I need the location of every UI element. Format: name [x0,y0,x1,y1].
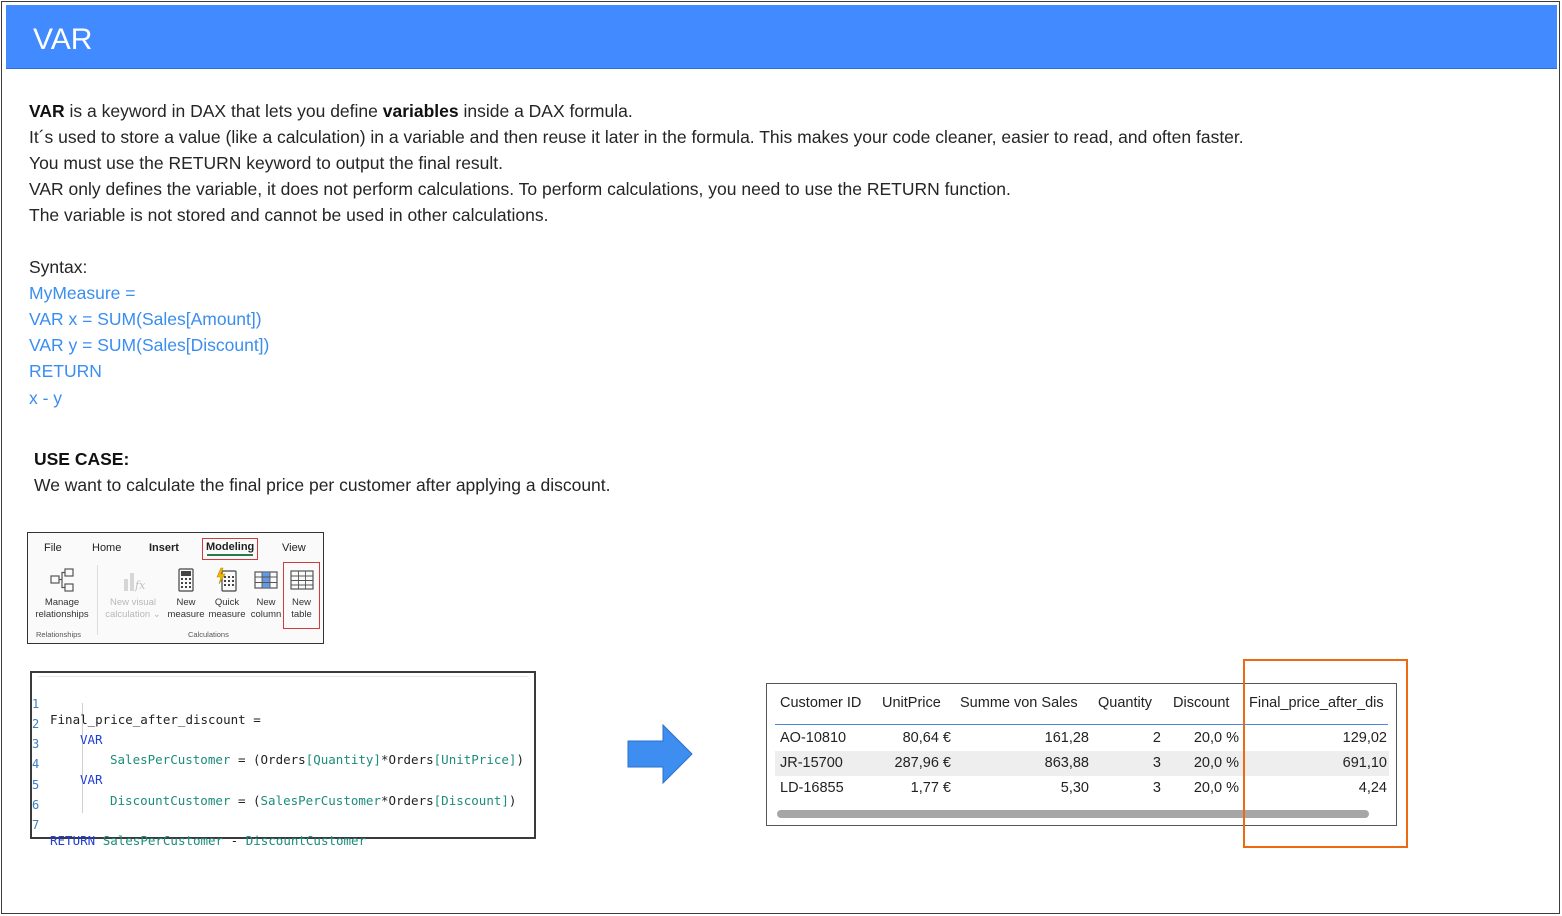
table-cell: 2 [1152,730,1161,746]
code-keyword: RETURN [50,833,96,848]
code-operator: = ( [230,793,261,808]
table-cell: 1,77 € [910,780,951,796]
group-label-relationships: Relationships [36,630,82,639]
visual-calculation-icon [120,567,146,593]
syntax-line: x - y [29,388,63,408]
syntax-line: MyMeasure = [29,283,136,303]
button-label: Manage [44,597,80,608]
column-header[interactable]: UnitPrice [882,695,941,711]
code-operator: * [380,752,389,767]
table-cell: 20,0 % [1193,780,1239,796]
button-label: New visual [110,597,156,608]
code-line-4 [32,742,103,787]
button-label: relationships [35,609,89,620]
code-table: Orders [388,752,434,767]
result-column-highlight [1243,659,1408,848]
ribbon-screenshot [27,532,324,644]
tab-view[interactable]: View [282,542,306,554]
code-operator: = ( [230,752,261,767]
button-label: measure [208,609,246,620]
column-header[interactable]: Summe von Sales [960,695,1078,711]
table-cell: 80,64 € [902,730,951,746]
svg-text:fx: fx [135,579,146,592]
code-keyword: VAR [80,732,103,747]
intro-line-2: It´s used to store a value (like a calculation) in a variable and then reuse it later in the formula. This makes your code cleaner, easier to read, and often faster. [29,127,1244,147]
right-arrow-icon [627,724,693,784]
line-number: 1 [32,697,40,711]
button-label: table [291,609,312,620]
table-cell: 129,02 [1342,730,1387,746]
new-column-button[interactable] [248,567,284,621]
dax-code-editor[interactable] [30,671,536,848]
tab-modeling[interactable] [202,538,258,560]
code-operator: * [380,793,389,808]
code-variable: DiscountCustomer [110,793,231,808]
code-variable: DiscountCustomer [245,833,367,848]
use-case-heading: USE CASE: [34,449,130,469]
code-variable: SalesPerCustomer [102,833,224,848]
button-label: New [256,597,276,608]
code-table: Orders [388,793,434,808]
code-operator: ) [516,752,524,767]
syntax-label: Syntax: [29,257,88,277]
code-variable: SalesPerCustomer [260,793,381,808]
tab-file[interactable]: File [44,542,62,554]
column-header[interactable]: Discount [1173,695,1230,711]
code-line-2 [32,702,103,747]
quick-measure-button[interactable] [206,567,248,621]
intro-line-4: VAR only defines the variable, it does not perform calculations. To perform calculations, you need to use the RETURN function. [29,179,1011,199]
table-cell: 287,96 € [894,755,951,771]
code-operator: - [223,833,246,848]
line-number: 3 [32,737,40,751]
syntax-line: RETURN [29,361,102,381]
editor-top-rule [38,676,528,677]
code-line-1 [32,682,261,727]
button-label: calculation ⌄ [105,609,161,620]
table-cell: 5,30 [1060,780,1089,796]
syntax-line: VAR y = SUM(Sales[Discount]) [29,335,270,355]
calculator-icon [173,567,199,593]
ribbon-divider [97,565,98,635]
code-text: Final_price_after_discount = [50,712,261,727]
table-cell: 161,28 [1044,730,1089,746]
column-icon [253,567,279,593]
manage-relationships-button[interactable] [32,567,92,621]
intro-line-1 [29,101,633,122]
table-cell: JR-15700 [780,755,843,771]
line-number: 4 [32,757,40,771]
intro-line-5: The variable is not stored and cannot be used in other calculations. [29,205,549,225]
code-table: Orders [260,752,306,767]
group-label-calculations: Calculations [188,630,229,639]
button-label: column [250,609,282,620]
code-field: [Quantity] [305,752,381,767]
intro-text: is a keyword in DAX that lets you define [64,101,383,121]
code-keyword: VAR [80,772,103,787]
intro-text: inside a DAX formula. [458,101,633,121]
relationships-icon [49,567,75,593]
intro-line-3: You must use the RETURN keyword to output the final result. [29,153,504,173]
new-visual-calculation-button[interactable] [104,567,162,621]
table-cell: 691,10 [1342,755,1387,771]
line-number: 7 [32,818,40,832]
intro-keyword-var: VAR [29,101,65,121]
button-label: Quick [214,597,240,608]
line-number: 2 [32,717,40,731]
column-header[interactable]: Quantity [1098,695,1152,711]
table-cell: 20,0 % [1193,730,1239,746]
table-cell: LD-16855 [780,780,844,796]
button-label: New [176,597,196,608]
code-variable: SalesPerCustomer [110,752,231,767]
use-case-text: We want to calculate the final price per customer after applying a discount. [34,475,611,495]
new-table-highlight [283,562,320,629]
code-field: [UnitPrice] [433,752,517,767]
new-measure-button[interactable] [166,567,206,621]
table-cell: 863,88 [1044,755,1089,771]
tab-insert[interactable]: Insert [149,542,179,554]
title-bar [6,5,1557,69]
syntax-line: VAR x = SUM(Sales[Amount]) [29,309,262,329]
line-number: 6 [32,798,40,812]
table-cell: 4,24 [1358,780,1387,796]
column-header[interactable]: Customer ID [780,695,862,711]
button-label: measure [167,609,205,620]
code-line-7 [32,803,367,848]
button-label: New [291,597,311,608]
table-cell: 3 [1152,780,1161,796]
tab-home[interactable]: Home [92,542,122,554]
table-cell: 3 [1152,755,1161,771]
column-header[interactable]: Final_price_after_dis [1249,695,1384,711]
code-operator: ) [508,793,517,808]
code-line-6 [32,783,62,812]
intro-keyword-variables: variables [382,101,459,121]
page-title: VAR [33,23,93,56]
active-tab-underline [207,554,253,556]
quick-measure-icon [214,567,240,593]
table-cell: AO-10810 [780,730,847,746]
code-field: [Discount] [433,793,509,808]
table-cell: 20,0 % [1193,755,1239,771]
line-number: 5 [32,778,40,792]
tab-modeling-label: Modeling [206,541,255,553]
